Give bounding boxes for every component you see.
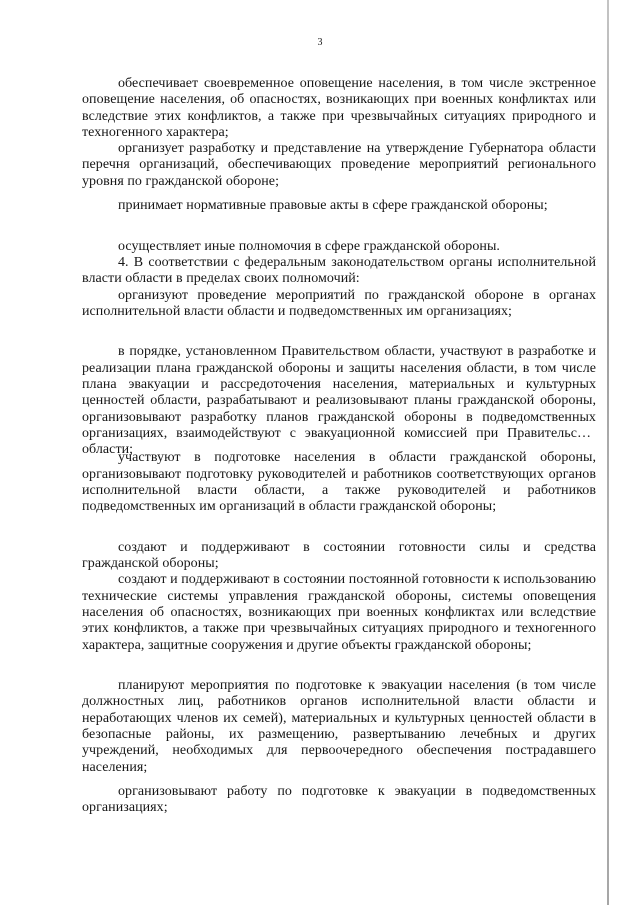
paragraph-evacuation-preparation: организовывают работу по подготовке к эвакуации в подведомственных организациях;: [82, 783, 596, 816]
paragraph-civil-defense-plans: в порядке, установленном Правительством области, участвуют в разработке и реализации плана гражданской обороны и защиты населения области, в том числе плана эвакуации и рассредоточения населения, материальных и культурных ценностей области, разрабатывают и реализовывают планы гражданской обороны, организовывают разработку планов гражданской обороны в подведомственных организациях, взаимодействуют с эвакуационной комиссией при Правительстве области;: [82, 344, 596, 458]
page-number: 3: [317, 37, 323, 48]
paragraph-organization-list: организует разработку и представление на утверждение Губернатора области перечня организаций, обеспечивающих проведение мероприятий регионального уровня по гражданской обороне;: [82, 141, 596, 189]
paragraph-evacuation-planning: планируют мероприятия по подготовке к эвакуации населения (в том числе должностных лиц, работников органов исполнительной власти области и неработающих членов их семей), материальных и культурных ценностей области в безопасные районы, их размещению, развертыванию лечебных и других учреждений, необходимых для первоочередного обеспечения пострадавшего населения;: [82, 678, 596, 775]
paragraph-public-warning: обеспечивает своевременное оповещение населения, в том числе экстренное оповещение населения, об опасностях, возникающих при военных конфликтах или вследствие этих конфликтов, а также при чрезвычайных ситуациях природного и техногенного характера;: [82, 76, 596, 140]
paragraph-technical-systems: создают и поддерживают в состоянии постоянной готовности к использованию технические системы управления гражданской обороны, системы оповещения населения об опасностях, возникающих при военных конфликтах или вследствие этих конфликтов, а также при чрезвычайных ситуациях природного и техногенного характера, защитные сооружения и другие объекты гражданской обороны;: [82, 572, 596, 653]
paragraph-section-4-intro: 4. В соответствии с федеральным законодательством органы исполнительной власти области в пределах своих полномочий:: [82, 254, 596, 287]
paragraph-organize-measures: организуют проведение мероприятий по гражданской обороне в органах исполнительной власти области и подведомственных им организациях;: [82, 287, 596, 319]
paragraph-forces-readiness: создают и поддерживают в состоянии готовности силы и средства гражданской обороны;: [82, 539, 596, 572]
paragraph-normative-acts: принимает нормативные правовые акты в сфере гражданской обороны;: [118, 198, 548, 214]
paragraph-population-training: участвуют в подготовке населения в области гражданской обороны, организовывают подготовку руководителей и работников соответствующих органов исполнительной власти области, а также руководителей и работников подведомственных им организаций в области гражданской обороны;: [82, 450, 596, 515]
document-body: [82, 76, 596, 817]
paragraph-other-powers: осуществляет иные полномочия в сфере гражданской обороны.: [118, 238, 500, 254]
scan-edge-line: [607, 0, 609, 905]
